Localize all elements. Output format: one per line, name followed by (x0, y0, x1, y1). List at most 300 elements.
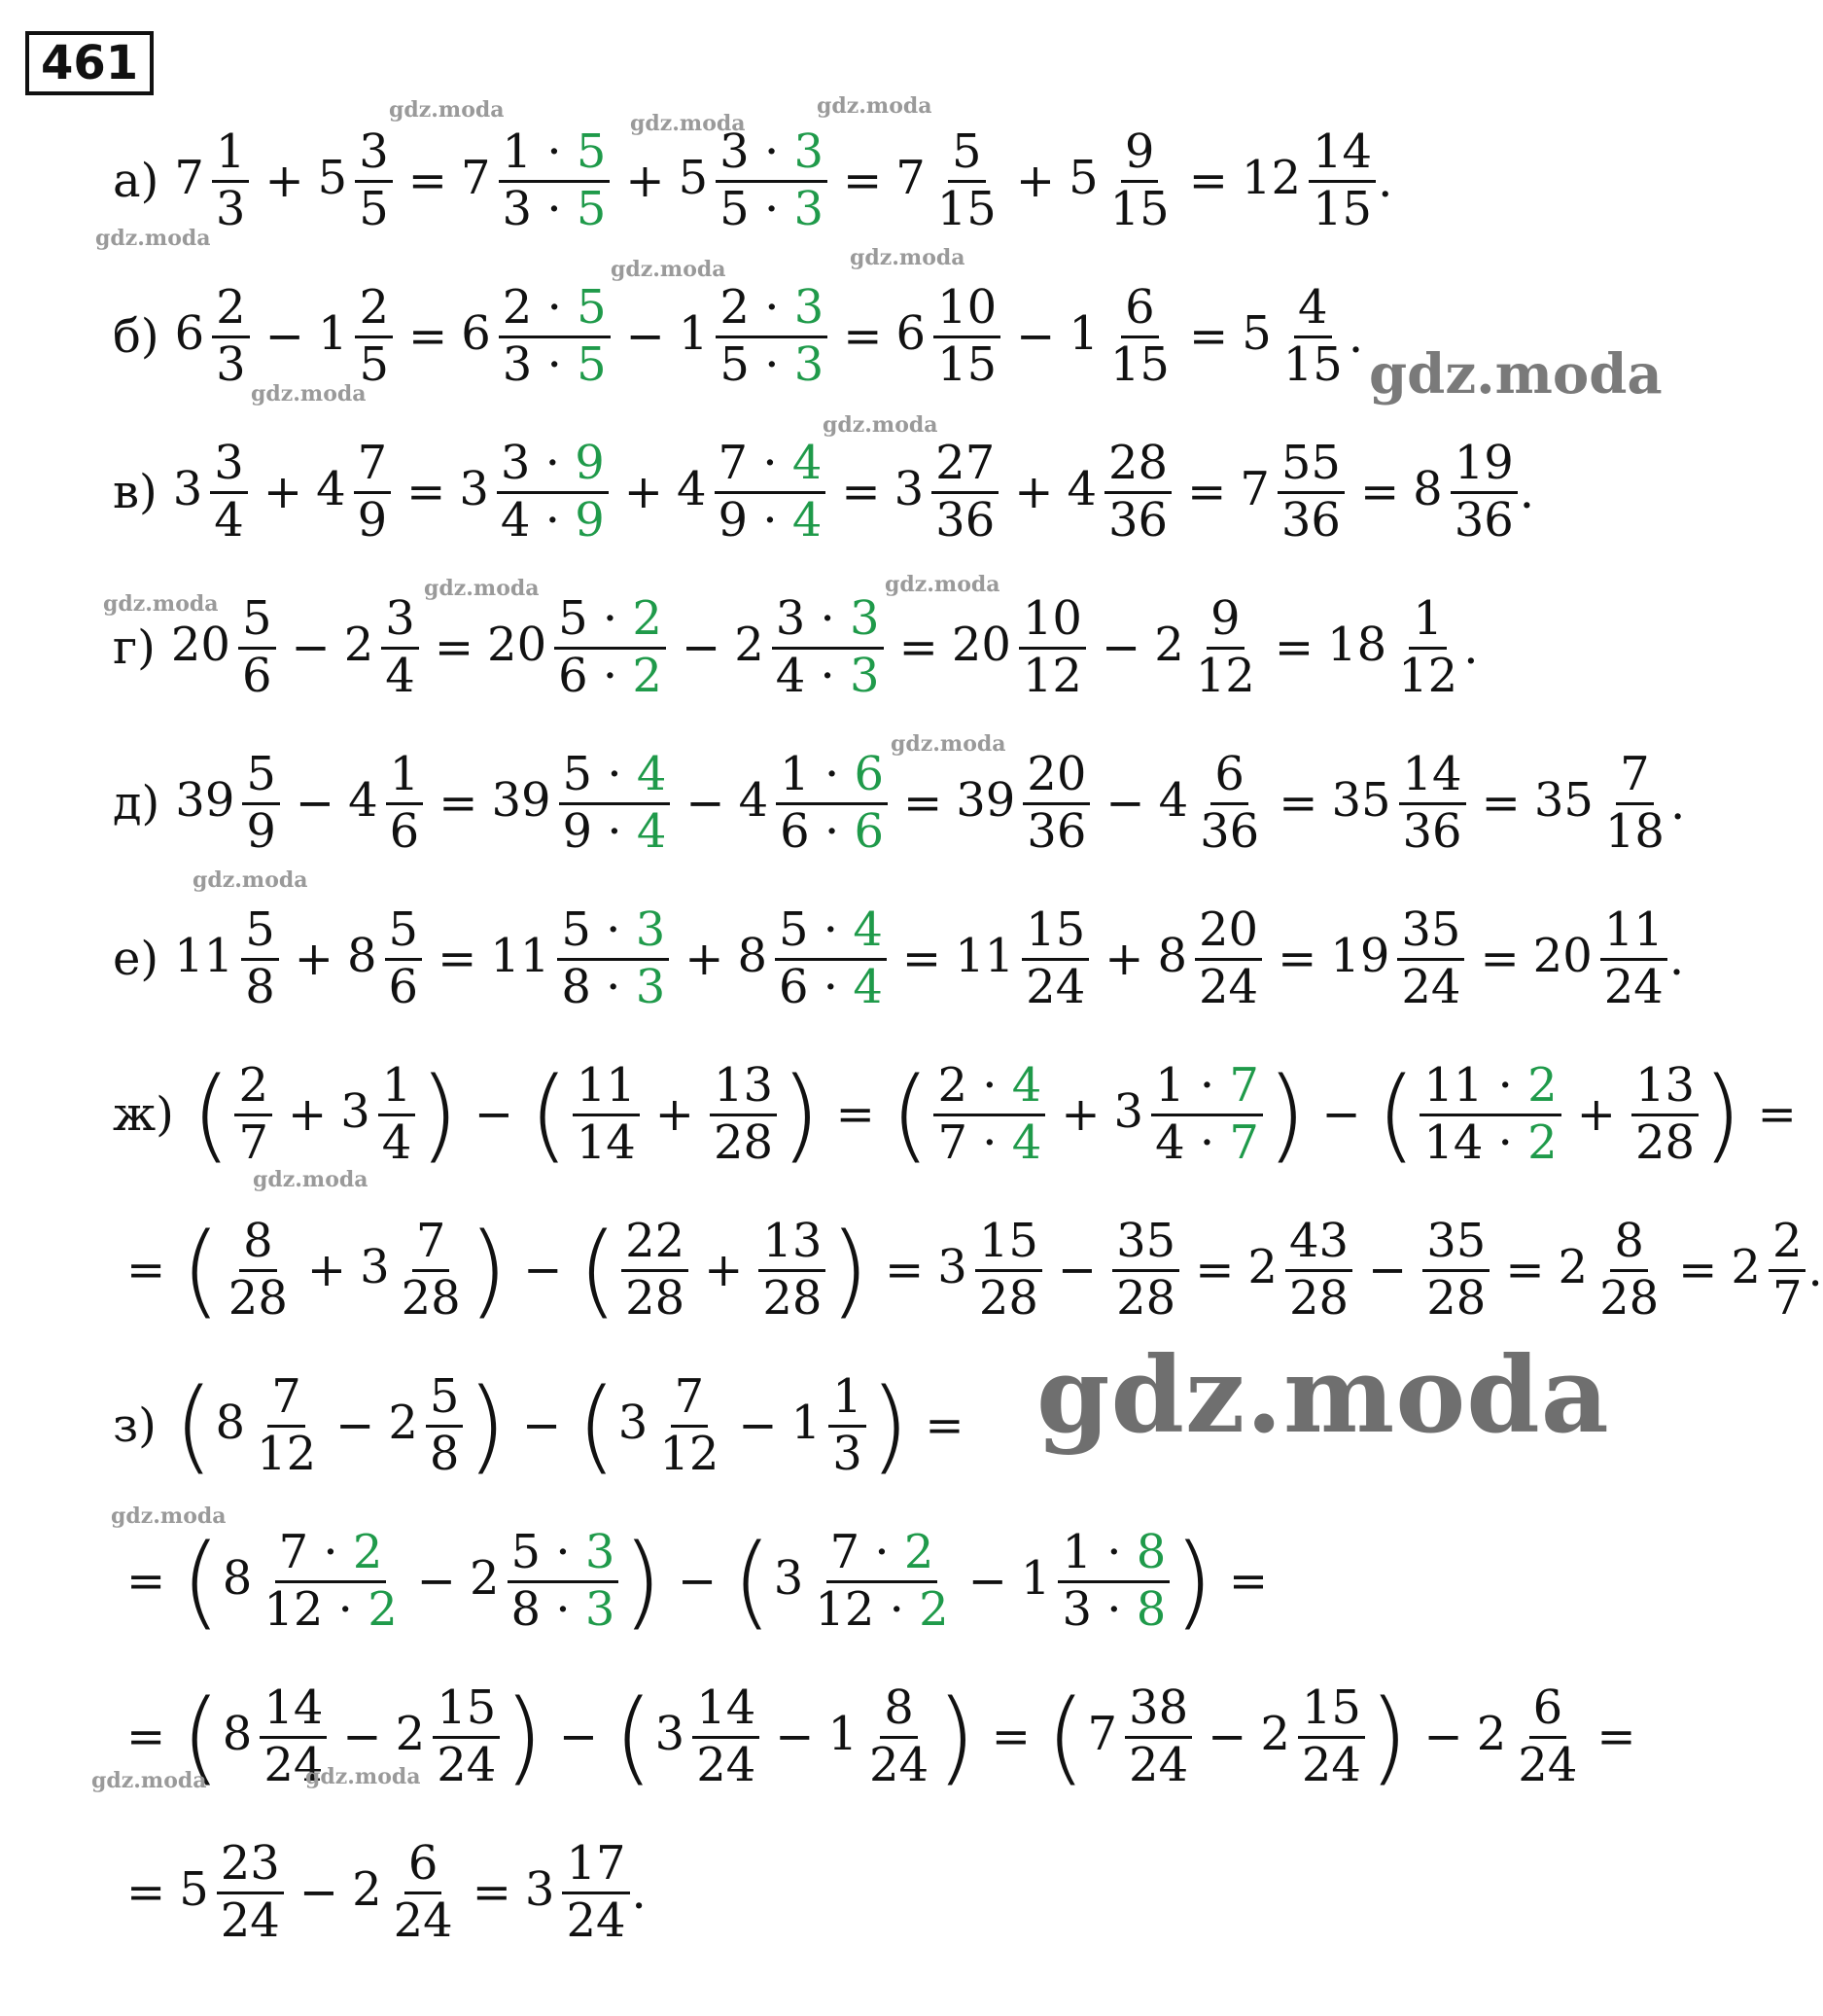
mixed-number (459, 437, 610, 547)
mixed-number (1413, 437, 1520, 547)
numerator: 28 (1104, 437, 1172, 493)
fraction (557, 903, 669, 1013)
punctuation: . (1668, 932, 1685, 986)
denominator: 4 (381, 1114, 412, 1170)
equation-line (113, 1360, 978, 1492)
operator: = (126, 1243, 166, 1297)
mixed-number (1247, 1215, 1354, 1325)
operator: = (438, 932, 477, 986)
watermark-text: gdz.moda (103, 591, 219, 617)
operator: − (1423, 1710, 1463, 1764)
parenthesis: ( (577, 1366, 616, 1485)
mixed-number (1114, 1059, 1265, 1169)
operator: + (1015, 154, 1056, 208)
numerator: 20 (1023, 748, 1090, 804)
multiplier: 2 (632, 591, 662, 647)
numerator: 5 · 2 (554, 592, 666, 649)
watermark-text: gdz.moda (1036, 1334, 1610, 1457)
denominator: 28 (625, 1270, 685, 1326)
whole-part: 35 (1533, 772, 1594, 828)
multiplier: 5 (576, 181, 607, 236)
equation-line (113, 893, 1684, 1025)
multiplier: 2 (632, 648, 662, 703)
fraction (1420, 1059, 1560, 1169)
numerator: 20 (1195, 903, 1262, 960)
whole-part: 4 (1158, 772, 1189, 828)
denominator: 24 (393, 1892, 453, 1948)
denominator: 24 (1026, 959, 1086, 1014)
mixed-number (1159, 748, 1266, 858)
mixed-number (895, 125, 1002, 235)
fraction (715, 437, 826, 547)
fraction (775, 903, 887, 1013)
fraction (499, 125, 611, 235)
numerator: 3 (381, 592, 419, 649)
operator: − (685, 776, 725, 831)
denominator: 24 (1518, 1737, 1578, 1792)
fraction (426, 1370, 464, 1480)
numerator: 38 (1125, 1681, 1192, 1738)
whole-part: 20 (487, 617, 547, 672)
denominator: 9 · 4 (718, 492, 823, 548)
fraction (1125, 1681, 1192, 1791)
whole-part: 3 (617, 1395, 649, 1450)
whole-part: 2 (1247, 1239, 1278, 1294)
operator: − (295, 776, 335, 831)
fraction (1023, 748, 1090, 858)
denominator: 8 (429, 1426, 460, 1481)
numerator: 35 (1112, 1215, 1179, 1271)
denominator: 9 (246, 803, 276, 859)
mixed-number (1260, 1681, 1367, 1791)
whole-part: 7 (460, 150, 491, 205)
parenthesis: ( (181, 1522, 221, 1641)
fraction (554, 592, 666, 702)
operator: = (407, 154, 447, 208)
numerator: 1 · 5 (499, 125, 611, 182)
whole-part: 2 (1476, 1706, 1507, 1761)
numerator: 2 · 3 (716, 281, 827, 337)
multiplier: 3 (793, 124, 824, 180)
mixed-number (1087, 1681, 1194, 1791)
fraction (260, 1526, 401, 1636)
mixed-number (571, 1059, 642, 1169)
parenthesis: ) (1266, 1055, 1307, 1174)
multiplier: 5 (577, 280, 607, 336)
whole-part: 7 (1087, 1706, 1118, 1761)
mixed-number (232, 1059, 274, 1169)
denominator: 28 (1116, 1270, 1176, 1326)
fraction (931, 437, 999, 547)
parenthesis: ( (529, 1055, 569, 1174)
denominator: 12 (659, 1426, 719, 1481)
fraction (234, 1059, 272, 1169)
whole-part: 5 (1242, 305, 1272, 361)
parenthesis: ( (181, 1211, 221, 1329)
fraction (499, 281, 611, 391)
mixed-number (679, 281, 829, 391)
whole-part: 6 (895, 305, 927, 361)
numerator: 14 (692, 1681, 759, 1738)
multiplier: 7 (1229, 1058, 1259, 1114)
whole-part: 12 (1241, 150, 1301, 205)
operator: − (967, 1554, 1007, 1609)
fraction (1112, 1215, 1179, 1325)
parenthesis: ( (1376, 1055, 1417, 1174)
parenthesis: ) (468, 1211, 508, 1329)
fraction (716, 281, 827, 391)
whole-part: 4 (1067, 461, 1098, 516)
item-label: г) (113, 620, 156, 675)
mixed-number (1533, 903, 1669, 1013)
numerator: 3 · 9 (497, 437, 609, 493)
operator: = (1481, 776, 1521, 831)
operator: + (1061, 1087, 1101, 1142)
operator: + (1104, 932, 1144, 986)
multiplier: 3 (850, 648, 880, 703)
denominator: 24 (1199, 959, 1259, 1014)
item-label: ж) (113, 1087, 174, 1142)
watermark-text: gdz.moda (817, 93, 932, 119)
fraction (1285, 1215, 1352, 1325)
numerator: 19 (1451, 437, 1518, 493)
denominator: 28 (1599, 1270, 1660, 1326)
numerator: 9 (1207, 592, 1245, 649)
numerator: 5 · 4 (775, 903, 887, 960)
mixed-number (318, 281, 395, 391)
multiplier: 3 (635, 959, 666, 1014)
denominator: 4 · 9 (500, 492, 605, 548)
watermark-text: gdz.moda (630, 111, 746, 136)
operator: = (903, 776, 943, 831)
operator: = (843, 154, 883, 208)
mixed-number (1242, 125, 1378, 235)
parenthesis: ( (732, 1522, 772, 1641)
watermark-text: gdz.moda (111, 1503, 227, 1529)
numerator: 3 · 3 (772, 592, 884, 649)
fraction (1601, 748, 1668, 858)
denominator: 28 (401, 1270, 461, 1326)
whole-part: 4 (348, 772, 378, 828)
mixed-number (1559, 1215, 1665, 1325)
operator: = (991, 1710, 1031, 1764)
multiplier: 4 (636, 747, 667, 802)
whole-part: 11 (490, 928, 550, 983)
numerator: 7 · 4 (715, 437, 826, 493)
operator: + (623, 465, 663, 519)
fraction (828, 1370, 866, 1480)
numerator: 5 · 4 (559, 748, 671, 804)
multiplier: 2 (1527, 1114, 1558, 1170)
denominator: 6 · 6 (780, 803, 884, 859)
operator: = (1505, 1243, 1545, 1297)
whole-part: 1 (790, 1395, 822, 1450)
mixed-number (1534, 748, 1670, 858)
fraction (865, 1681, 932, 1791)
operator: − (523, 1243, 563, 1297)
multiplier: 8 (1136, 1581, 1167, 1637)
watermark-text: gdz.moda (305, 1764, 421, 1789)
operator: + (625, 154, 665, 208)
multiplier: 8 (1136, 1525, 1167, 1580)
mixed-number (1067, 437, 1174, 547)
parenthesis: ) (781, 1055, 821, 1174)
denominator: 12 (257, 1426, 317, 1481)
operator: = (1187, 465, 1227, 519)
fraction (655, 1370, 722, 1480)
operator: = (1274, 620, 1315, 675)
whole-part: 2 (388, 1395, 418, 1450)
operator: = (1279, 776, 1318, 831)
whole-part: 1 (827, 1706, 859, 1761)
denominator: 28 (762, 1270, 823, 1326)
numerator: 55 (1278, 437, 1345, 493)
numerator: 6 (404, 1837, 442, 1893)
fraction (1022, 903, 1089, 1013)
operator: + (1014, 465, 1054, 519)
operator: = (901, 932, 942, 986)
parenthesis: ) (869, 1366, 910, 1485)
watermark-text: gdz.moda (424, 576, 540, 601)
denominator: 36 (1402, 803, 1462, 859)
watermark-text: gdz.moda (193, 867, 308, 893)
punctuation: . (1378, 154, 1393, 208)
equation-line (113, 582, 1478, 714)
parenthesis: ) (419, 1055, 459, 1174)
equation-line (113, 426, 1534, 558)
fraction (1195, 903, 1262, 1013)
operator: = (126, 1710, 166, 1764)
fraction (1058, 1526, 1170, 1636)
parenthesis: ( (890, 1055, 930, 1174)
fraction (355, 125, 393, 235)
mixed-number (316, 437, 393, 547)
fraction (1769, 1215, 1806, 1325)
operator: = (472, 1865, 511, 1920)
operator: − (558, 1710, 599, 1764)
denominator: 24 (566, 1892, 626, 1948)
mixed-number (1630, 1059, 1700, 1169)
denominator: 28 (1634, 1114, 1696, 1170)
mixed-number (1731, 1215, 1807, 1325)
numerator: 9 (1121, 125, 1159, 182)
fraction (1309, 125, 1376, 235)
mixed-number (1069, 281, 1175, 391)
fraction (217, 1837, 284, 1947)
fraction (1394, 592, 1461, 702)
numerator: 5 (426, 1370, 464, 1427)
operator: = (434, 620, 474, 675)
whole-part: 39 (175, 772, 235, 828)
multiplier: 4 (1011, 1114, 1042, 1170)
mixed-number (1477, 1681, 1584, 1791)
numerator: 2 · 4 (933, 1059, 1045, 1115)
whole-part: 18 (1327, 617, 1387, 672)
numerator: 1 · 7 (1151, 1059, 1263, 1115)
numerator: 15 (1298, 1681, 1365, 1738)
whole-part: 8 (1157, 928, 1187, 983)
whole-part: 8 (222, 1706, 253, 1761)
whole-part: 1 (317, 305, 348, 361)
whole-part: 3 (459, 461, 489, 516)
numerator: 7 · 2 (275, 1526, 387, 1582)
watermark-text: gdz.moda (251, 381, 367, 407)
operator: − (473, 1087, 514, 1142)
numerator: 1 (828, 1370, 866, 1427)
whole-part: 2 (1154, 617, 1184, 672)
numerator: 5 (385, 903, 423, 960)
operator: = (126, 1865, 166, 1920)
whole-part: 2 (1260, 1706, 1290, 1761)
denominator: 28 (978, 1270, 1038, 1326)
mixed-number (1327, 592, 1463, 702)
denominator: 24 (1603, 959, 1664, 1014)
multiplier: 4 (853, 902, 883, 958)
denominator: 24 (220, 1892, 280, 1948)
operator: = (925, 1398, 964, 1453)
mixed-number (1021, 1526, 1172, 1636)
multiplier: 4 (791, 492, 823, 548)
whole-part: 11 (955, 928, 1015, 983)
equation-line (113, 115, 1392, 247)
mixed-number (1157, 903, 1264, 1013)
equation-line (113, 1515, 1281, 1647)
multiplier: 3 (793, 280, 824, 336)
multiplier: 5 (576, 124, 607, 180)
fraction (1280, 281, 1347, 391)
numerator: 14 (1399, 748, 1466, 804)
parenthesis: ) (1702, 1055, 1742, 1174)
denominator: 12 · 2 (263, 1581, 398, 1637)
numerator: 6 (1121, 281, 1159, 337)
multiplier: 2 (1527, 1058, 1558, 1114)
denominator: 4 · 7 (1155, 1114, 1259, 1170)
operator: − (1016, 309, 1056, 364)
item-label: б) (113, 309, 159, 364)
mixed-number (1330, 903, 1466, 1013)
fraction (354, 437, 392, 547)
item-label: а) (113, 154, 159, 208)
fraction (1278, 437, 1345, 547)
denominator: 24 (1301, 1737, 1361, 1792)
multiplier: 3 (584, 1581, 615, 1637)
numerator: 23 (217, 1837, 284, 1893)
mixed-number (655, 1681, 762, 1791)
parenthesis: ) (829, 1211, 870, 1329)
fraction (933, 281, 1000, 391)
mixed-number (461, 281, 612, 391)
denominator: 12 (1022, 648, 1082, 703)
operator: = (1188, 309, 1229, 364)
mixed-number (1110, 1215, 1181, 1325)
mixed-number (1154, 592, 1261, 702)
operator: − (522, 1398, 562, 1453)
whole-part: 8 (215, 1395, 246, 1450)
operator: = (408, 309, 448, 364)
multiplier: 7 (1229, 1114, 1259, 1170)
fraction (1192, 592, 1259, 702)
mixed-number (491, 748, 672, 858)
denominator: 7 (238, 1114, 269, 1170)
whole-part: 4 (316, 461, 346, 516)
multiplier: 2 (919, 1581, 949, 1637)
whole-part: 2 (343, 617, 374, 672)
whole-part: 2 (734, 617, 764, 672)
numerator: 6 (1529, 1681, 1567, 1738)
whole-part: 20 (1532, 928, 1593, 983)
denominator: 3 (215, 181, 246, 236)
mixed-number (734, 592, 885, 702)
whole-part: 3 (524, 1861, 555, 1917)
numerator: 15 (1022, 903, 1089, 960)
operator: − (1057, 1243, 1098, 1297)
punctuation: . (1348, 309, 1364, 364)
fraction (710, 1059, 777, 1169)
watermark-text: gdz.moda (95, 226, 211, 251)
denominator: 28 (1288, 1270, 1350, 1326)
numerator: 7 (412, 1215, 450, 1271)
mixed-number (525, 1837, 632, 1947)
fraction (1451, 437, 1518, 547)
denominator: 4 (214, 492, 244, 548)
multiplier: 2 (368, 1581, 398, 1637)
whole-part: 3 (360, 1239, 390, 1294)
fraction (1196, 748, 1263, 858)
numerator: 10 (933, 281, 1000, 337)
equation-line (113, 1048, 1810, 1181)
fraction (1600, 903, 1667, 1013)
numerator: 2 (212, 281, 250, 337)
parenthesis: ) (622, 1522, 662, 1641)
denominator: 6 (389, 803, 420, 859)
operator: = (1596, 1710, 1636, 1764)
parenthesis: ) (1174, 1522, 1213, 1641)
item-label: з) (113, 1398, 157, 1453)
parenthesis: ) (467, 1366, 507, 1485)
operator: = (898, 620, 938, 675)
whole-part: 1 (678, 305, 709, 361)
equation-line (113, 1204, 1823, 1336)
fraction (1151, 1059, 1263, 1169)
denominator: 6 (241, 648, 272, 703)
numerator: 14 (1309, 125, 1376, 182)
punctuation: . (631, 1865, 647, 1920)
punctuation: . (1519, 465, 1535, 519)
whole-part: 1 (1020, 1550, 1051, 1606)
denominator: 24 (263, 1737, 324, 1792)
operator: + (654, 1087, 694, 1142)
mixed-number (490, 903, 671, 1013)
item-label: е) (113, 932, 159, 986)
denominator: 12 (1195, 648, 1255, 703)
numerator: 1 (212, 125, 250, 182)
mixed-number (223, 1526, 403, 1636)
denominator: 8 · 3 (510, 1581, 615, 1637)
mixed-number (347, 903, 424, 1013)
denominator: 24 (1401, 959, 1461, 1014)
watermark-text: gdz.moda (611, 257, 726, 282)
whole-part: 3 (937, 1239, 967, 1294)
mixed-number (215, 1370, 322, 1480)
mixed-number (894, 437, 1001, 547)
fraction (559, 748, 671, 858)
operator: + (263, 465, 303, 519)
mixed-number (791, 1370, 868, 1480)
punctuation: . (1807, 1243, 1823, 1297)
numerator: 5 (241, 903, 279, 960)
mixed-number (461, 125, 612, 235)
denominator: 15 (1109, 181, 1170, 236)
